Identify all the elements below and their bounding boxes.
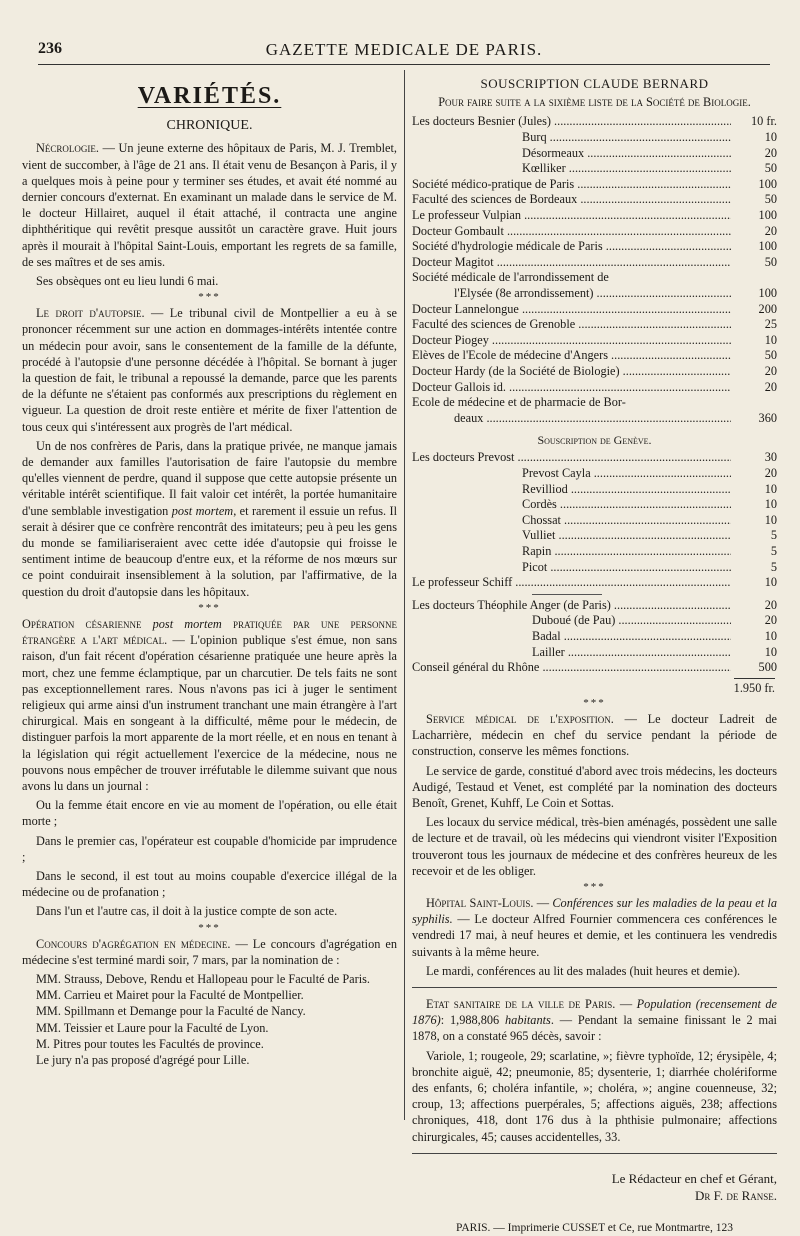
list-item-amount: 200 xyxy=(731,302,777,318)
list-item xyxy=(412,560,777,576)
autopsie-paragraph-2 xyxy=(22,438,397,600)
journal-title: GAZETTE MEDICALE DE PARIS. xyxy=(265,40,543,59)
list-item: M. Pitres pour toutes les Facultés de province. xyxy=(36,1036,264,1051)
list-item-amount: 25 xyxy=(731,317,777,333)
signature-line-2: Dr F. de Ranse. xyxy=(695,1187,777,1203)
necrologie-text: — Un jeune externe des hôpitaux de Paris, M. J. Tremblet, vient de succomber, à l'âge de 21 ans. Il était venu de Besançon à Paris, il y a quelques mois à peine pour y terminer ses études, et avait été nommé au dernier concours d'externat. En examinant un malade dans le service de M. le docteur Hillairet, auquel il était attaché, il contracta une angine diphthéritique qui revêtit presque aussitôt un caractère grave. Huit jours après il mourait à l'hôpital Saint-Louis, emportant les regrets de sa famille, de ses maîtres et de ses amis. xyxy=(22,141,397,269)
signature-line-1: Le Rédacteur en chef et Gérant, xyxy=(611,1170,777,1186)
list-item-amount: 50 xyxy=(731,255,777,271)
list-item xyxy=(412,239,777,255)
cesarienne-p3: Dans le premier cas, l'opérateur est coupable d'homicide par imprudence ; xyxy=(22,833,397,864)
exposition-text: — Le docteur Ladreit de Lacharrière, médecin en chef du service pendant la période de construction, conserve les mêmes fonctions. xyxy=(412,712,777,759)
list-item-amount: 50 xyxy=(731,192,777,208)
right-column xyxy=(412,70,777,1236)
list-item-amount: 50 xyxy=(731,161,777,177)
souscription-total xyxy=(412,678,777,696)
cesarienne-heading-2: pratiquée par une personne étrangère a l'art médical. xyxy=(22,616,397,648)
list-item-amount: 20 xyxy=(731,146,777,162)
list-item xyxy=(412,333,777,349)
etat-sanitaire-heading: Etat sanitaire de la ville de Paris. xyxy=(426,997,616,1012)
souscription-subtitle: Pour faire suite a la sixième liste de la Société de Biologie. xyxy=(438,95,751,110)
list-item-name: Chossat ..... xyxy=(412,513,731,529)
souscription-title: SOUSCRIPTION CLAUDE BERNARD xyxy=(480,76,709,91)
etat-sanitaire-paragraph xyxy=(412,996,777,1045)
habitants-italic: habitants xyxy=(505,1013,551,1028)
list-item-name: l'Elysée (8e arrondissement) ..... xyxy=(412,286,731,302)
list-item-name: Société d'hydrologie médicale de Paris ..... xyxy=(412,239,731,255)
concours-heading: Concours d'agrégation en médecine. xyxy=(36,936,231,951)
cesarienne-text: — L'opinion publique s'est émue, non sans raison, d'un fait récent d'opération césarienne pratiquée une heure après la mort, chez une femme éclamptique, par un charcutier. De tels faits ne sont pas exceptionnellement rares. Nous n'avons pas ici à juger le sentiment religieux qui arme ainsi d'un instrument tranchant une main étrangère à l'art chirurgical. Mais en songeant à la difficulté, même pour le médecin, de distinguer parfois la mort apparente de la mort réelle, et en nous en tenant à la législation qui régit actuellement l'exercice de la médecine, nous ne pouvons nous empêcher de trouver irréfutable le dilemme suivant que nous avons lu dans un journal : xyxy=(22,633,397,793)
list-item-amount: 100 xyxy=(731,208,777,224)
list-item-name: Les docteurs Besnier (Jules) ..... xyxy=(412,114,731,130)
list-item: MM. Strauss, Debove, Rendu et Hallopeau pour le Faculté de Paris. xyxy=(36,971,370,986)
list-item xyxy=(412,395,777,411)
dash: — xyxy=(533,896,553,911)
list-item xyxy=(412,497,777,513)
list-item xyxy=(412,466,777,482)
asterism-separator: *** xyxy=(583,881,606,894)
autopsie-text: — Le tribunal civil de Montpellier a eu à se prononcer récemment sur une action en dommages-intérêts intentée contre un médecin pour avoir, sans le consentement de la famille de la défunte, procédé à l'autopsie d'une personne décédée à l'hôpital. Se bornant à juger la question de fait, le tribunal a repoussé la demande, parce que les parents de la défunte ne s'étaient pas conformés aux prescriptions du règlement en vigueur. La question de droit reste entière et mérite de fixer l'attention de tous ceux qui s'intéressent aux progrès de l'art médical. xyxy=(22,306,397,434)
list-item-name: Burq ..... xyxy=(412,130,731,146)
list-item xyxy=(412,317,777,333)
cesarienne-heading: Opération césarienne xyxy=(22,616,153,631)
list-item-name: Elèves de l'Ecole de médecine d'Angers ..... xyxy=(412,348,731,364)
list-item-amount: 10 xyxy=(731,333,777,349)
list-item-name: Vulliet ..... xyxy=(412,528,731,544)
list-item-amount: 10 xyxy=(731,482,777,498)
list-item xyxy=(412,255,777,271)
page-header xyxy=(38,40,770,65)
list-item-amount: 20 xyxy=(731,613,777,629)
list-item: MM. Spillmann et Demange pour la Faculté de Nancy. xyxy=(36,1004,306,1019)
list-item xyxy=(412,270,777,286)
list-item-name: Docteur Magitot ..... xyxy=(412,255,731,271)
list-item xyxy=(412,302,777,318)
list-item: Le jury n'a pas proposé d'agrégé pour Lille. xyxy=(36,1052,250,1067)
list-item xyxy=(412,528,777,544)
list-item-amount: 5 xyxy=(731,528,777,544)
list-item-name: Le professeur Schiff ..... xyxy=(412,575,731,591)
list-item xyxy=(412,513,777,529)
divider xyxy=(412,987,777,988)
list-item-name: Kœlliker ..... xyxy=(412,161,731,177)
list-item-amount: 10 xyxy=(731,513,777,529)
post-mortem-italic: post mortem xyxy=(152,616,222,631)
list-item-amount: 20 xyxy=(731,364,777,380)
list-item-name: Revilliod ..... xyxy=(412,482,731,498)
concours-names-list xyxy=(22,971,397,1068)
list-item-amount: 20 xyxy=(731,466,777,482)
list-item-name: Société médico-pratique de Paris ..... xyxy=(412,177,731,193)
necrologie-paragraph xyxy=(22,140,397,270)
list-item xyxy=(412,348,777,364)
list-item xyxy=(412,544,777,560)
list-item xyxy=(412,411,777,427)
list-item xyxy=(412,161,777,177)
etat-sanitaire-text: . — Pendant la semaine finissant le 2 mai 1878, on a constaté 965 décès, savoir : xyxy=(412,1013,777,1044)
saint-louis-paragraph xyxy=(412,895,777,960)
list-item-amount: 10 fr. xyxy=(731,114,777,130)
list-item-name: Docteur Piogey ..... xyxy=(412,333,731,349)
list-item: MM. Teissier et Laure pour la Faculté de Lyon. xyxy=(36,1020,269,1035)
list-item-amount: 30 xyxy=(731,450,777,466)
total-amount: 1.950 fr. xyxy=(734,678,775,696)
post-mortem-italic: post mortem xyxy=(171,503,234,518)
saint-louis-p2: Le mardi, conférences au lit des malades (huit heures et demie). xyxy=(426,963,741,978)
souscription-list-1 xyxy=(412,114,777,270)
list-item-name: Docteur Lannelongue ..... xyxy=(412,302,731,318)
geneve-subheading: Souscription de Genève. xyxy=(537,433,652,448)
column-divider xyxy=(404,70,405,1120)
imprint-line: PARIS. — Imprimerie CUSSET et Ce, rue Montmartre, 123 xyxy=(456,1221,733,1234)
list-item-name: Désormeaux ..... xyxy=(412,146,731,162)
souscription-list-3 xyxy=(412,450,777,590)
list-item xyxy=(412,177,777,193)
list-item xyxy=(412,364,777,380)
cesarienne-p2: Ou la femme était encore en vie au moment de l'opération, ou elle était morte ; xyxy=(22,798,397,829)
list-item-name: Picot ..... xyxy=(412,560,731,576)
list-item xyxy=(412,629,777,645)
dash: — xyxy=(615,997,637,1012)
asterism-separator: *** xyxy=(198,601,221,614)
list-item-name: Prevost Cayla ..... xyxy=(412,466,731,482)
list-item-name: Faculté des sciences de Grenoble ..... xyxy=(412,317,731,333)
autopsie-paragraph xyxy=(22,305,397,435)
saint-louis-italic: Conférences sur les maladies de la peau et la syphilis. xyxy=(412,896,777,927)
list-item xyxy=(412,192,777,208)
cesarienne-p5: Dans l'un et l'autre cas, il doit à la justice compte de son acte. xyxy=(36,904,338,919)
list-item-amount: 20 xyxy=(731,598,777,614)
souscription-list-4 xyxy=(412,598,777,676)
etat-sanitaire-p2: Variole, 1; rougeole, 29; scarlatine, »; fièvre typhoïde, 12; érysipèle, 4; bronchite aiguë, 42; pneumonie, 85; dysenterie, 1; diarrhée cholériforme des enfants, 6; choléra infantile, »; choléra, »; angine couenneuse, 32; croup, 13; affections puerpérales, 5; affections aiguës, 238; affections chroniques, 418, dont 176 dus à la phthisie pulmonaire; affections chirurgicales, 45; causes accidentelles, 33. xyxy=(412,1048,777,1144)
signature-block xyxy=(412,1170,777,1204)
list-item-name: Faculté des sciences de Bordeaux ..... xyxy=(412,192,731,208)
list-item-amount: 10 xyxy=(731,629,777,645)
list-item-name: Docteur Gallois id. ..... xyxy=(412,380,731,396)
list-item-name: Le professeur Vulpian ..... xyxy=(412,208,731,224)
list-item-amount: 20 xyxy=(731,224,777,240)
list-item xyxy=(412,208,777,224)
divider xyxy=(412,1153,777,1154)
list-item xyxy=(412,482,777,498)
list-item-name: Les docteurs Théophile Anger (de Paris) ..... xyxy=(412,598,731,614)
list-item-name: Les docteurs Prevost ..... xyxy=(412,450,731,466)
exposition-p2: Le service de garde, constitué d'abord avec trois médecins, les docteurs Audigé, Testaud et Venet, est complété par la nomination des docteurs Benoît, Grenet, Kuhff, Le Coin et Sottas. xyxy=(412,763,777,811)
list-item-amount: 10 xyxy=(731,575,777,591)
section-title-varietes: VARIÉTÉS. xyxy=(137,83,282,109)
list-item-amount: 100 xyxy=(731,286,777,302)
list-item-amount: 20 xyxy=(731,380,777,396)
cesarienne-paragraph xyxy=(22,616,397,794)
autopsie-text-2: Un de nos confrères de Paris, dans la pratique privée, ne manque jamais de demander aux familles l'autorisation de faire l'autopsie du membre qu'elles viennent de perdre, quand il suppose que cette autopsie présente un véritable intérêt scientifique. Il fait valoir cet intérêt, la portée humanitaire d'une semblable investigation xyxy=(22,438,397,518)
list-item-amount: 50 xyxy=(731,348,777,364)
page-number: 236 xyxy=(38,40,62,57)
list-item-name: Lailler ..... xyxy=(412,645,731,661)
list-item xyxy=(412,286,777,302)
section-subtitle-chronique: CHRONIQUE. xyxy=(166,118,253,134)
obseques-paragraph: Ses obsèques ont eu lieu lundi 6 mai. xyxy=(36,274,219,289)
list-item-name: Conseil général du Rhône ..... xyxy=(412,660,731,676)
list-item-name: deaux ..... xyxy=(412,411,731,427)
concours-text: — Le concours d'agrégation en médecine s'est terminé mardi soir, 7 mars, par la nomination de : xyxy=(22,936,397,967)
list-item-name: Badal ..... xyxy=(412,629,731,645)
list-item-name: Duboué (de Pau) ..... xyxy=(412,613,731,629)
population-count: : 1,988,806 xyxy=(440,1013,506,1028)
population-italic: Population (recensement de 1876) xyxy=(412,997,777,1028)
list-item-name: Cordès ..... xyxy=(412,497,731,513)
list-item: MM. Carrieu et Mairet pour la Faculté de Montpellier. xyxy=(36,988,304,1003)
list-item xyxy=(412,450,777,466)
list-item-amount: 5 xyxy=(731,544,777,560)
list-item xyxy=(412,114,777,130)
exposition-p3: Les locaux du service médical, très-bien aménagés, possèdent une salle de lecture et de travail, où les médecins qui viendront visiter l'Exposition trouveront tous les journaux de médecine et des confrères heureux de les recevoir et de les obliger. xyxy=(412,815,777,878)
left-column xyxy=(22,70,397,1068)
list-item-amount: 10 xyxy=(731,645,777,661)
list-item xyxy=(412,380,777,396)
list-item-amount: 5 xyxy=(731,560,777,576)
asterism-separator: *** xyxy=(583,697,606,709)
autopsie-heading: Le droit d'autopsie. xyxy=(36,306,145,321)
list-item xyxy=(412,613,777,629)
list-item xyxy=(412,224,777,240)
list-item-amount: 500 xyxy=(731,660,777,676)
autopsie-text-3: , et rarement il essuie un refus. Il serait à désirer que ce confrère rencontrât des imitateurs; peu à peu les gens du monde se familiariseraient avec cette idée d'autopsie qui froisse le sentiment intime de beaucoup d'entre eux, et la réforme de nos mœurs sur ce point conduirait insensiblement à la solution, par l'affirmative, de la question du droit d'autopsie dans les hôpitaux. xyxy=(22,503,397,599)
souscription-list-2 xyxy=(412,302,777,396)
list-item-name: Ecole de médecine et de pharmacie de Bor- xyxy=(412,395,626,410)
list-item-name: Docteur Gombault ..... xyxy=(412,224,731,240)
list-item-amount: 360 xyxy=(731,411,777,427)
list-item-name: Rapin ..... xyxy=(412,544,731,560)
asterism-separator: *** xyxy=(198,291,221,304)
list-item xyxy=(412,575,777,591)
list-item-amount: 10 xyxy=(731,497,777,513)
list-item-amount: 10 xyxy=(731,130,777,146)
divider xyxy=(532,594,602,595)
saint-louis-heading: Hôpital Saint-Louis. xyxy=(426,896,534,911)
concours-paragraph xyxy=(22,936,397,968)
list-item xyxy=(412,645,777,661)
list-item-amount: 100 xyxy=(731,177,777,193)
list-item-name: Société médicale de l'arrondissement de xyxy=(412,270,609,285)
list-item xyxy=(412,660,777,676)
list-item xyxy=(412,130,777,146)
list-item xyxy=(412,598,777,614)
list-item-name: Docteur Hardy (de la Société de Biologie) ..... xyxy=(412,364,731,380)
list-item xyxy=(412,146,777,162)
saint-louis-text: — Le docteur Alfred Fournier commencera ces conférences le vendredi 17 mai, à neuf heures et demie, et les continuera les vendredis suivants à la même heure. xyxy=(412,912,777,959)
exposition-paragraph xyxy=(412,711,777,760)
cesarienne-p4: Dans le second, il est tout au moins coupable d'exercice illégal de la médecine ou de profanation ; xyxy=(22,868,397,900)
asterism-separator: *** xyxy=(198,921,221,934)
list-item-amount: 100 xyxy=(731,239,777,255)
necrologie-heading: Nécrologie. xyxy=(36,141,99,156)
exposition-heading: Service médical de l'exposition. xyxy=(426,712,614,726)
